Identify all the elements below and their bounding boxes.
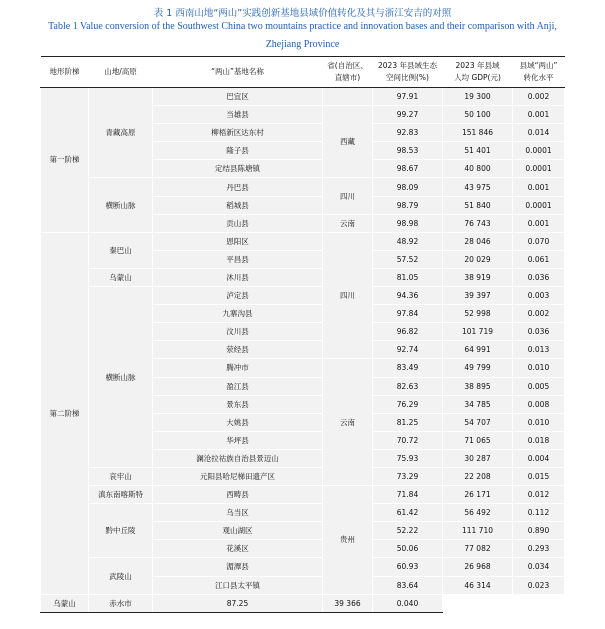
level-cell: 0.036 xyxy=(513,323,565,341)
base-name-cell: 乌当区 xyxy=(153,504,323,522)
base-name-cell: 丹巴县 xyxy=(153,178,323,196)
eco-cell: 99.27 xyxy=(373,106,443,124)
header-gdp xyxy=(443,57,513,88)
level-cell: 0.005 xyxy=(513,377,565,395)
province-cell: 贵州 xyxy=(323,486,373,595)
eco-cell: 70.72 xyxy=(373,431,443,449)
header-step: 地形阶梯 xyxy=(41,57,89,88)
header-gdp-line2: 人均 GDP(元) xyxy=(454,73,501,82)
level-cell: 0.010 xyxy=(513,359,565,377)
gdp-cell: 111 710 xyxy=(443,522,513,540)
base-name-cell: 汶川县 xyxy=(153,323,323,341)
eco-cell: 92.74 xyxy=(373,341,443,359)
level-cell: 0.0001 xyxy=(513,142,565,160)
region-cell: 黔中丘陵 xyxy=(89,504,153,558)
gdp-cell: 38 895 xyxy=(443,377,513,395)
gdp-cell: 40 800 xyxy=(443,160,513,178)
eco-cell: 83.49 xyxy=(373,359,443,377)
header-eco-line2: 空间比例(%) xyxy=(386,73,429,82)
gdp-cell: 71 065 xyxy=(443,431,513,449)
header-eco-line1: 2023 年县域生态 xyxy=(378,61,437,70)
base-name-cell: 贡山县 xyxy=(153,214,323,232)
level-cell: 0.008 xyxy=(513,395,565,413)
level-cell: 0.012 xyxy=(513,486,565,504)
region-cell: 乌蒙山 xyxy=(41,594,89,612)
table-row xyxy=(41,178,565,196)
gdp-cell: 51 840 xyxy=(443,196,513,214)
table-row xyxy=(41,467,565,485)
eco-cell: 98.09 xyxy=(373,178,443,196)
eco-cell: 81.25 xyxy=(373,413,443,431)
eco-cell: 92.83 xyxy=(373,124,443,142)
table-row xyxy=(41,594,565,612)
eco-cell: 52.22 xyxy=(373,522,443,540)
header-gdp-line1: 2023 年县域 xyxy=(455,61,500,70)
table-row xyxy=(41,287,565,305)
step-cell: 第二阶梯 xyxy=(41,232,89,594)
gdp-cell: 49 799 xyxy=(443,359,513,377)
eco-cell: 50.06 xyxy=(373,540,443,558)
level-cell: 0.293 xyxy=(513,540,565,558)
header-province-line2: 直辖市) xyxy=(334,73,361,82)
level-cell: 0.0001 xyxy=(513,196,565,214)
base-name-cell: 当雄县 xyxy=(153,106,323,124)
level-cell: 0.004 xyxy=(513,449,565,467)
eco-cell: 97.91 xyxy=(373,88,443,106)
region-cell: 哀牢山 xyxy=(89,467,153,485)
level-cell: 0.014 xyxy=(513,124,565,142)
province-cell xyxy=(323,88,373,106)
province-cell: 西藏 xyxy=(323,106,373,178)
gdp-cell: 28 046 xyxy=(443,232,513,250)
level-cell: 0.112 xyxy=(513,504,565,522)
gdp-cell: 26 171 xyxy=(443,486,513,504)
province-cell: 云南 xyxy=(323,359,373,486)
eco-cell: 61.42 xyxy=(373,504,443,522)
gdp-cell: 19 300 xyxy=(443,88,513,106)
eco-cell: 94.36 xyxy=(373,287,443,305)
level-cell: 0.010 xyxy=(513,413,565,431)
table-row xyxy=(41,486,565,504)
gdp-cell: 52 998 xyxy=(443,305,513,323)
table-row xyxy=(41,232,565,250)
base-name-cell: 盈江县 xyxy=(153,377,323,395)
region-cell: 横断山脉 xyxy=(89,178,153,232)
header-base-name: “两山”基地名称 xyxy=(153,57,323,88)
caption-en-line2: Zhejiang Province xyxy=(265,39,340,50)
eco-cell: 98.79 xyxy=(373,196,443,214)
base-name-cell: 柳梧新区达东村 xyxy=(153,124,323,142)
province-cell: 四川 xyxy=(323,232,373,359)
eco-cell: 57.52 xyxy=(373,250,443,268)
eco-cell: 96.82 xyxy=(373,323,443,341)
base-name-cell: 沐川县 xyxy=(153,268,323,286)
base-name-cell: 腾冲市 xyxy=(153,359,323,377)
base-name-cell: 湄潭县 xyxy=(153,558,323,576)
gdp-cell: 76 743 xyxy=(443,214,513,232)
gdp-cell: 50 100 xyxy=(443,106,513,124)
gdp-cell: 39 397 xyxy=(443,287,513,305)
base-name-cell: 泸定县 xyxy=(153,287,323,305)
gdp-cell: 46 314 xyxy=(443,576,513,594)
eco-cell: 73.29 xyxy=(373,467,443,485)
base-name-cell: 大姚县 xyxy=(153,413,323,431)
eco-cell: 98.98 xyxy=(373,214,443,232)
header-level-line2: 转化水平 xyxy=(523,73,554,82)
header-row xyxy=(41,57,565,88)
level-cell: 0.040 xyxy=(373,594,443,612)
base-name-cell: 景东县 xyxy=(153,395,323,413)
gdp-cell: 39 366 xyxy=(323,594,373,612)
gdp-cell: 54 707 xyxy=(443,413,513,431)
base-name-cell: 巴宜区 xyxy=(153,88,323,106)
base-name-cell: 定结县陈塘镇 xyxy=(153,160,323,178)
gdp-cell: 30 287 xyxy=(443,449,513,467)
base-name-cell: 江口县太平镇 xyxy=(153,576,323,594)
level-cell: 0.890 xyxy=(513,522,565,540)
level-cell: 0.0001 xyxy=(513,160,565,178)
header-province-line1: 省(自治区、 xyxy=(327,61,368,70)
gdp-cell: 20 029 xyxy=(443,250,513,268)
header-region: 山地/高原 xyxy=(89,57,153,88)
level-cell: 0.003 xyxy=(513,287,565,305)
level-cell: 0.002 xyxy=(513,305,565,323)
eco-cell: 76.29 xyxy=(373,395,443,413)
base-name-cell: 华坪县 xyxy=(153,431,323,449)
table-row xyxy=(41,558,565,576)
table-row xyxy=(41,504,565,522)
table-body xyxy=(41,88,565,613)
gdp-cell: 51 401 xyxy=(443,142,513,160)
caption-en-line1: Table 1 Value conversion of the Southwest China two mountains practice and innovation bases and their comparison with Anji, xyxy=(48,21,557,32)
base-name-cell: 观山湖区 xyxy=(153,522,323,540)
eco-cell: 97.84 xyxy=(373,305,443,323)
gdp-cell: 64 991 xyxy=(443,341,513,359)
level-cell: 0.002 xyxy=(513,88,565,106)
level-cell: 0.001 xyxy=(513,178,565,196)
province-cell: 云南 xyxy=(323,214,373,232)
gdp-cell: 34 785 xyxy=(443,395,513,413)
eco-cell: 82.63 xyxy=(373,377,443,395)
gdp-cell: 38 919 xyxy=(443,268,513,286)
base-name-cell: 平昌县 xyxy=(153,250,323,268)
table-row xyxy=(41,268,565,286)
gdp-cell: 77 082 xyxy=(443,540,513,558)
base-name-cell: 荥经县 xyxy=(153,341,323,359)
header-level-line1: 县域“两山” xyxy=(519,61,558,70)
level-cell: 0.061 xyxy=(513,250,565,268)
level-cell: 0.070 xyxy=(513,232,565,250)
gdp-cell: 43 975 xyxy=(443,178,513,196)
eco-cell: 98.53 xyxy=(373,142,443,160)
eco-cell: 81.05 xyxy=(373,268,443,286)
gdp-cell: 56 492 xyxy=(443,504,513,522)
base-name-cell: 隆子县 xyxy=(153,142,323,160)
gdp-cell: 26 968 xyxy=(443,558,513,576)
region-cell: 滇东南喀斯特 xyxy=(89,486,153,504)
level-cell: 0.018 xyxy=(513,431,565,449)
header-province xyxy=(323,57,373,88)
gdp-cell: 101 719 xyxy=(443,323,513,341)
base-name-cell: 西畴县 xyxy=(153,486,323,504)
eco-cell: 48.92 xyxy=(373,232,443,250)
eco-cell: 71.84 xyxy=(373,486,443,504)
table-row xyxy=(41,88,565,106)
region-cell: 青藏高原 xyxy=(89,88,153,178)
base-name-cell: 赤水市 xyxy=(89,594,153,612)
header-eco-ratio xyxy=(373,57,443,88)
region-cell: 武陵山 xyxy=(89,558,153,594)
region-cell: 秦巴山 xyxy=(89,232,153,268)
base-name-cell: 花溪区 xyxy=(153,540,323,558)
level-cell: 0.023 xyxy=(513,576,565,594)
level-cell: 0.001 xyxy=(513,214,565,232)
table-caption-en xyxy=(40,18,565,54)
level-cell: 0.013 xyxy=(513,341,565,359)
base-name-cell: 恩阳区 xyxy=(153,232,323,250)
gdp-cell: 151 846 xyxy=(443,124,513,142)
level-cell: 0.015 xyxy=(513,467,565,485)
header-level xyxy=(513,57,565,88)
eco-cell: 60.93 xyxy=(373,558,443,576)
data-table xyxy=(40,56,565,613)
eco-cell: 98.67 xyxy=(373,160,443,178)
base-name-cell: 九寨沟县 xyxy=(153,305,323,323)
region-cell: 横断山脉 xyxy=(89,287,153,468)
level-cell: 0.034 xyxy=(513,558,565,576)
step-cell: 第一阶梯 xyxy=(41,88,89,233)
gdp-cell: 22 208 xyxy=(443,467,513,485)
eco-cell: 87.25 xyxy=(153,594,323,612)
table-caption-zh: 表 1 西南山地“两山”实践创新基地县域价值转化及其与浙江安吉的对照 xyxy=(153,8,452,19)
eco-cell: 83.64 xyxy=(373,576,443,594)
level-cell: 0.036 xyxy=(513,268,565,286)
base-name-cell: 元阳县哈尼梯田遗产区 xyxy=(153,467,323,485)
eco-cell: 75.93 xyxy=(373,449,443,467)
region-cell: 乌蒙山 xyxy=(89,268,153,286)
base-name-cell: 澜沧拉祜族自治县景迈山 xyxy=(153,449,323,467)
base-name-cell: 稻城县 xyxy=(153,196,323,214)
province-cell: 四川 xyxy=(323,178,373,214)
level-cell: 0.001 xyxy=(513,106,565,124)
